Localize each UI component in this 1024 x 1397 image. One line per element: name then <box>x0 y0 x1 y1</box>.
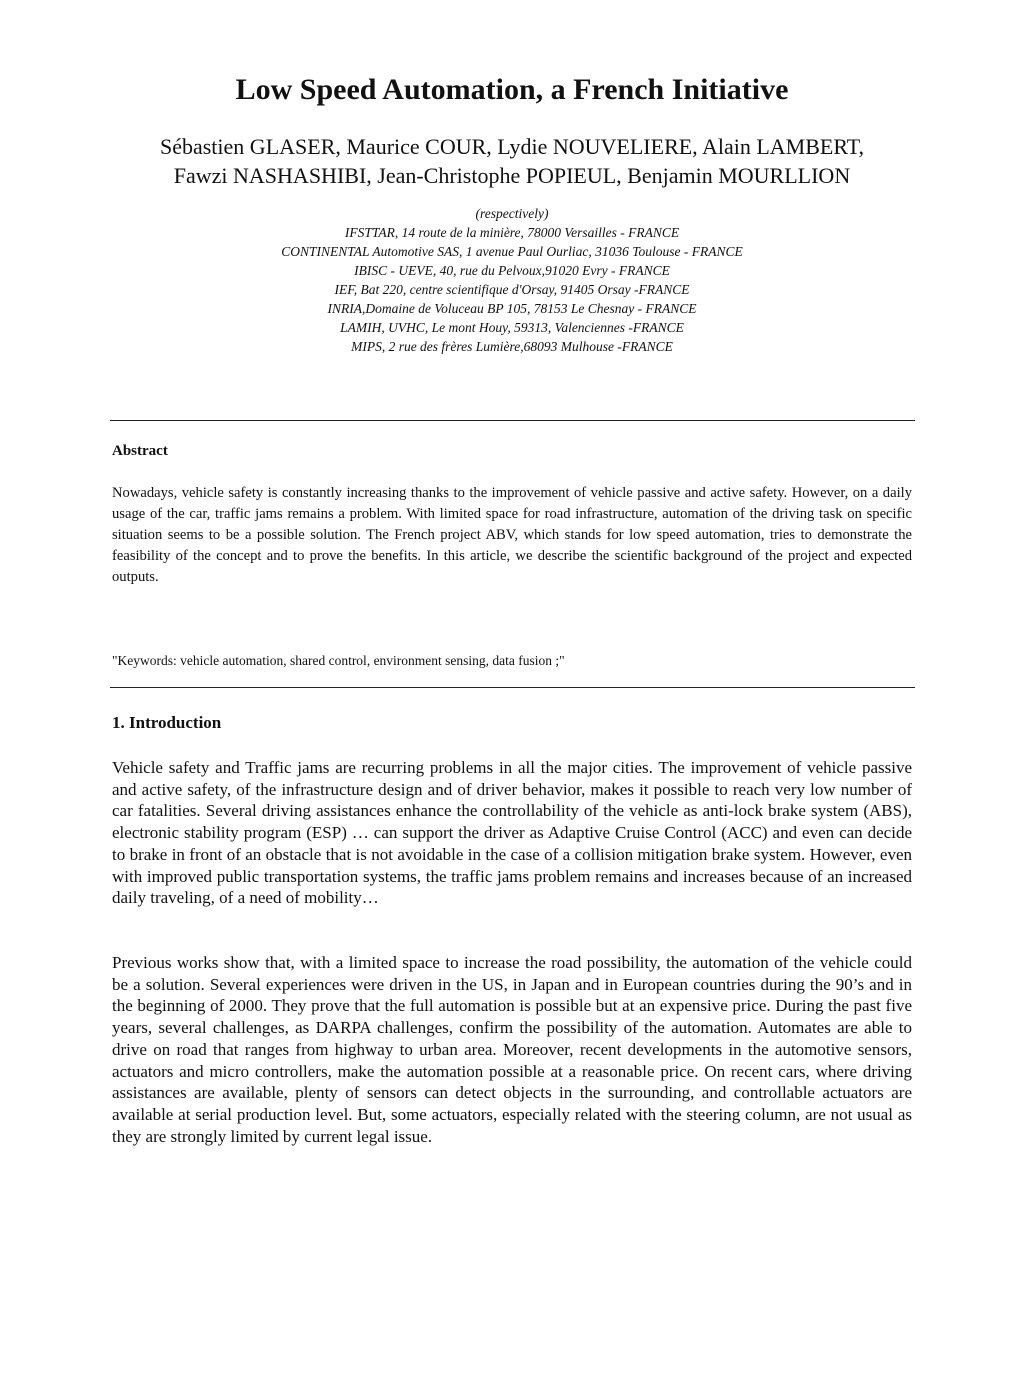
affiliation-line: LAMIH, UVHC, Le mont Houy, 59313, Valenciennes -FRANCE <box>340 320 684 335</box>
paper-title: Low Speed Automation, a French Initiative <box>235 73 789 106</box>
keywords-line: "Keywords: vehicle automation, shared control, environment sensing, data fusion ;" <box>112 653 565 668</box>
affiliation-line: (respectively) <box>475 206 549 221</box>
divider-rule <box>110 687 915 688</box>
author-list <box>0 132 1024 190</box>
section-heading-introduction: 1. Introduction <box>112 713 222 732</box>
affiliation-line: INRIA,Domaine de Voluceau BP 105, 78153 Le Chesnay - FRANCE <box>327 301 697 316</box>
affiliation-list <box>0 204 1024 356</box>
abstract-heading: Abstract <box>112 443 168 459</box>
author-line: Sébastien GLASER, Maurice COUR, Lydie NOUVELIERE, Alain LAMBERT, <box>159 134 865 159</box>
divider-rule <box>110 420 915 421</box>
affiliation-line: CONTINENTAL Automotive SAS, 1 avenue Paul Ourliac, 31036 Toulouse - FRANCE <box>281 244 743 259</box>
affiliation-line: IFSTTAR, 14 route de la minière, 78000 Versailles - FRANCE <box>344 225 680 240</box>
body-paragraph: Vehicle safety and Traffic jams are recurring problems in all the major cities. The improvement of vehicle passive and active safety, of the infrastructure design and of driver behavior, makes it possible to reach very low number of car fatalities. Several driving assistances enhance the controllability of the vehicle as anti-lock brake system (ABS), electronic stability program (ESP) … can support the driver as Adaptive Cruise Control (ACC) and even can decide to brake in front of an obstacle that is not avoidable in the case of a collision mitigation brake system. However, even with improved public transportation systems, the traffic jams problem remains and increases because of an increased daily traveling, of a need of mobility… <box>112 758 912 908</box>
affiliation-line: MIPS, 2 rue des frères Lumière,68093 Mulhouse -FRANCE <box>351 339 673 354</box>
body-paragraph: Previous works show that, with a limited space to increase the road possibility, the automation of the vehicle could be a solution. Several experiences were driven in the US, in Japan and in European countries during the 90’s and in the beginning of 2000. They prove that the full automation is possible but at an expensive price. During the past five years, several challenges, as DARPA challenges, confirm the possibility of the automation. Automates are able to drive on road that ranges from highway to urban area. Moreover, recent developments in the automotive sensors, actuators and micro controllers, make the automation possible at a reasonable price. On recent cars, where driving assistances are available, plenty of sensors can detect objects in the surrounding, and controllable actuators are available at serial production level. But, some actuators, especially related with the steering column, are not usual as they are strongly limited by current legal issue. <box>112 953 912 1146</box>
affiliation-line: IBISC - UEVE, 40, rue du Pelvoux,91020 Evry - FRANCE <box>354 263 670 278</box>
affiliation-line: IEF, Bat 220, centre scientifique d'Orsay, 91405 Orsay -FRANCE <box>334 282 690 297</box>
author-line: Fawzi NASHASHIBI, Jean-Christophe POPIEUL, Benjamin MOURLLION <box>173 163 851 188</box>
abstract-text: Nowadays, vehicle safety is constantly increasing thanks to the improvement of vehicle passive and active safety. However, on a daily usage of the car, traffic jams remains a problem. With limited space for road infrastructure, automation of the driving task on specific situation seems to be a possible solution. The French project ABV, which stands for low speed automation, tries to demonstrate the feasibility of the concept and to prove the benefits. In this article, we describe the scientific background of the project and expected outputs. <box>112 485 912 585</box>
